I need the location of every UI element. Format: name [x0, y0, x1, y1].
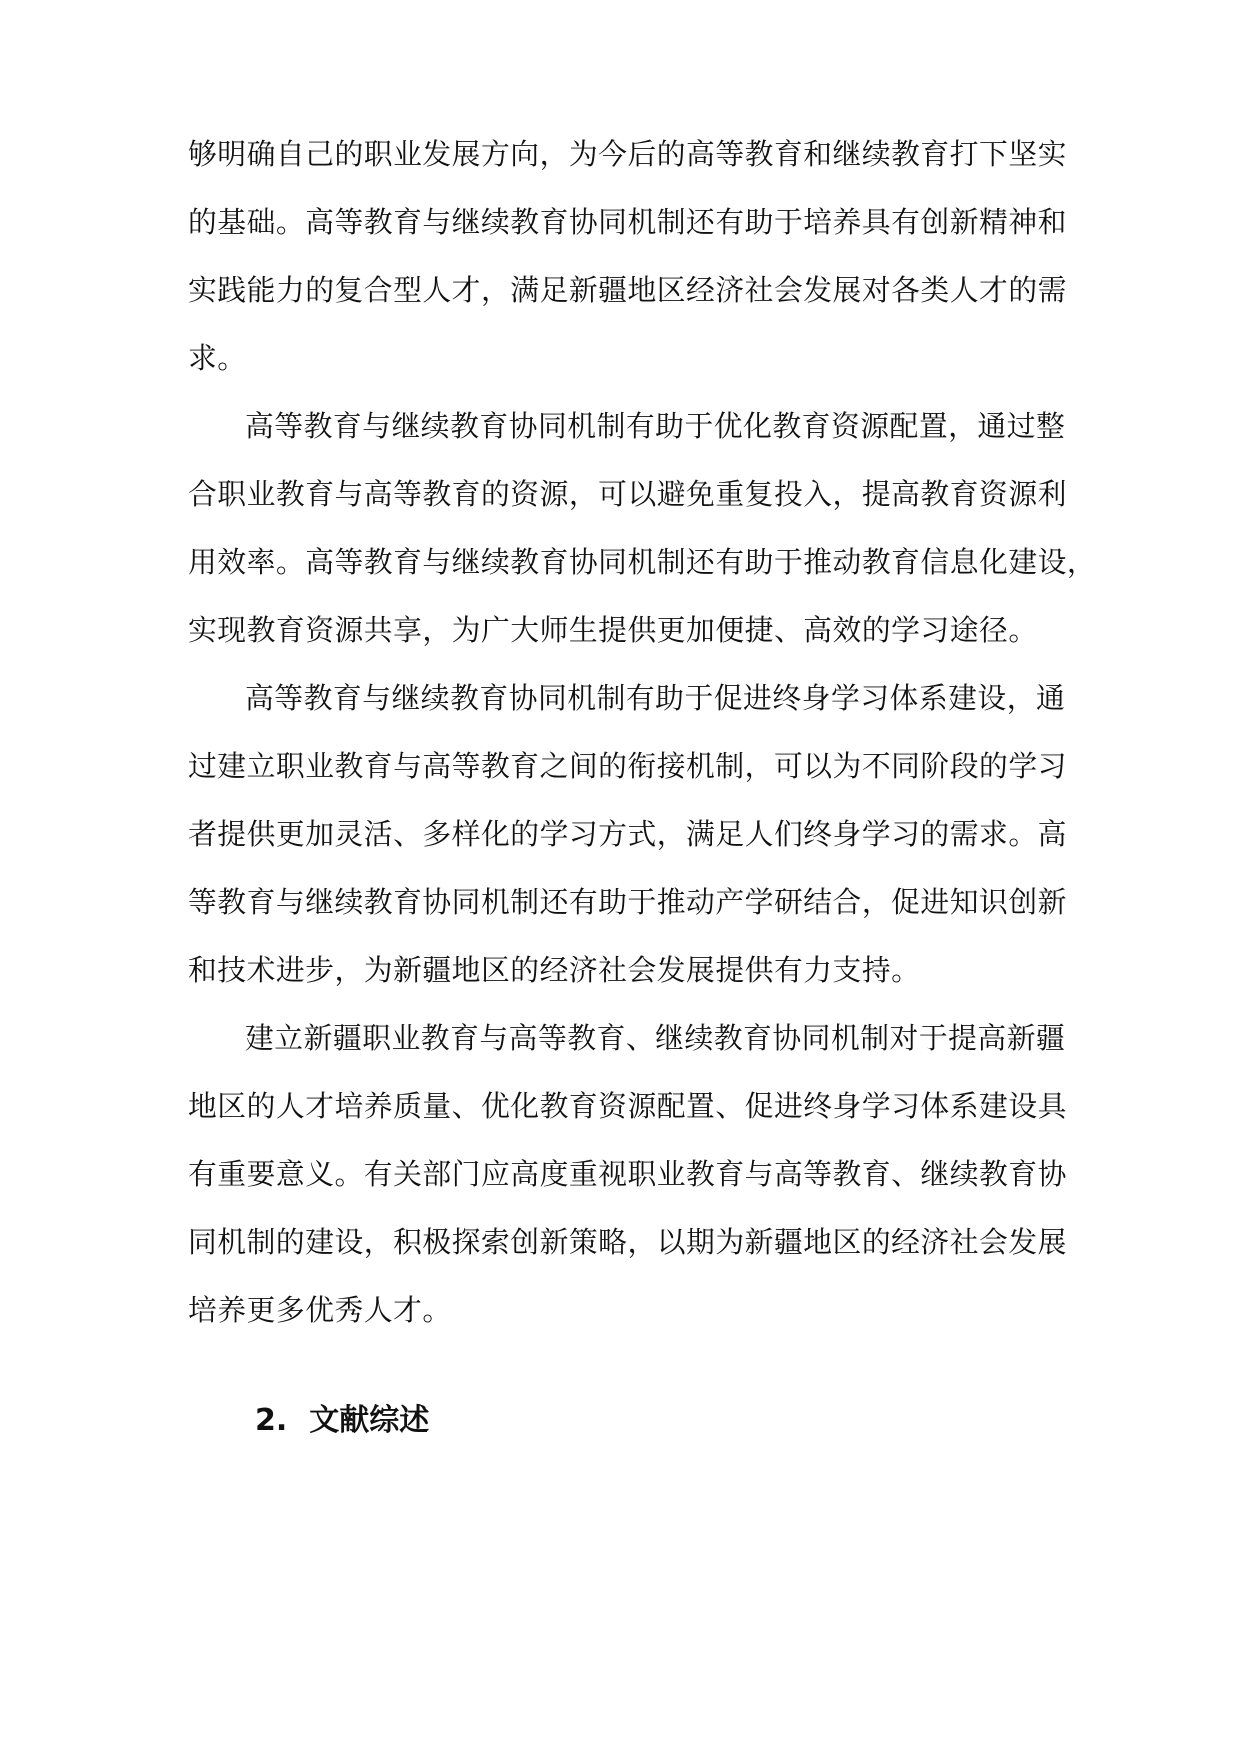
paragraph-4-line-1: 建立新疆职业教育与高等教育、继续教育协同机制对于提高新疆: [245, 1021, 1066, 1055]
paragraph-1-line-1: 够明确自己的职业发展方向，为今后的高等教育和继续教育打下坚实: [188, 137, 1067, 171]
paragraph-4-line-3: 有重要意义。有关部门应高度重视职业教育与高等教育、继续教育协: [188, 1157, 1067, 1191]
paragraph-4-line-2: 地区的人才培养质量、优化教育资源配置、促进终身学习体系建设具: [188, 1089, 1067, 1123]
paragraph-1-line-4: 求。: [188, 341, 247, 375]
paragraph-2-line-3: 用效率。高等教育与继续教育协同机制还有助于推动教育信息化建设，: [188, 545, 1097, 579]
section-title: 文献综述: [309, 1403, 430, 1438]
paragraph-1-line-2: 的基础。高等教育与继续教育协同机制还有助于培养具有创新精神和: [188, 205, 1067, 239]
paragraph-3-line-2: 过建立职业教育与高等教育之间的衔接机制，可以为不同阶段的学习: [188, 749, 1067, 783]
paragraph-4-line-5: 培养更多优秀人才。: [188, 1293, 452, 1327]
paragraph-1-line-3: 实践能力的复合型人才，满足新疆地区经济社会发展对各类人才的需: [188, 273, 1067, 307]
section-heading: [255, 1401, 429, 1441]
paragraph-3-line-4: 等教育与继续教育协同机制还有助于推动产学研结合，促进知识创新: [188, 885, 1067, 919]
paragraph-3-line-3: 者提供更加灵活、多样化的学习方式，满足人们终身学习的需求。高: [188, 817, 1067, 851]
paragraph-3-line-5: 和技术进步，为新疆地区的经济社会发展提供有力支持。: [188, 953, 921, 987]
paragraph-2-line-4: 实现教育资源共享，为广大师生提供更加便捷、高效的学习途径。: [188, 613, 1038, 647]
section-number: 2.: [255, 1403, 288, 1438]
paragraph-2-line-1: 高等教育与继续教育协同机制有助于优化教育资源配置，通过整: [245, 409, 1066, 443]
paragraph-2-line-2: 合职业教育与高等教育的资源，可以避免重复投入，提高教育资源利: [188, 477, 1067, 511]
paragraph-3-line-1: 高等教育与继续教育协同机制有助于促进终身学习体系建设，通: [245, 681, 1066, 715]
paragraph-4-line-4: 同机制的建设，积极探索创新策略，以期为新疆地区的经济社会发展: [188, 1225, 1067, 1259]
